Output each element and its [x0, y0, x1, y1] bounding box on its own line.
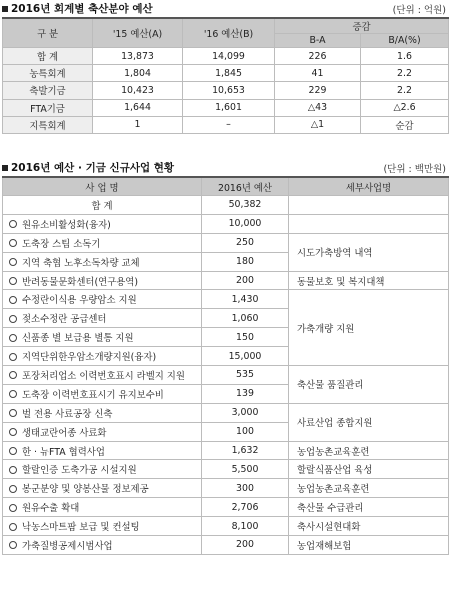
col-y16: '16 예산(B)	[183, 18, 275, 48]
project-name: 생태교란어종 사료화	[3, 422, 202, 441]
row-label: 축발기금	[3, 82, 93, 99]
project-amount: 150	[202, 328, 289, 347]
project-name: 지역단위한우암소개량지원(융자)	[3, 347, 202, 366]
square-bullet-icon	[2, 6, 8, 12]
circle-bullet-icon	[9, 296, 17, 304]
project-amount: 1,060	[202, 309, 289, 328]
col-diff: B-A	[275, 34, 361, 48]
project-name: 수정란이식용 우량암소 지원	[3, 290, 202, 309]
cell-diff: 229	[275, 82, 361, 99]
cell-a: 10,423	[93, 82, 183, 99]
table-row	[3, 517, 449, 536]
project-amount: 8,100	[202, 517, 289, 536]
table-row	[3, 65, 449, 82]
cell-ratio: 순감	[361, 116, 449, 133]
project-amount: 180	[202, 252, 289, 271]
table-row	[3, 479, 449, 498]
cell-b: 14,099	[183, 48, 275, 65]
table-row	[3, 290, 449, 309]
project-amount: 10,000	[202, 214, 289, 233]
table-row	[3, 366, 449, 385]
table-row	[3, 271, 449, 290]
circle-bullet-icon	[9, 315, 17, 323]
circle-bullet-icon	[9, 409, 17, 417]
square-bullet-icon	[2, 165, 8, 171]
table-row	[3, 214, 449, 233]
cell-b: 10,653	[183, 82, 275, 99]
circle-bullet-icon	[9, 504, 17, 512]
project-name: 할랄인증 도축가공 시설지원	[3, 460, 202, 479]
table-row	[3, 536, 449, 555]
cell-diff: △1	[275, 116, 361, 133]
circle-bullet-icon	[9, 390, 17, 398]
section1-title-text: 2016년 회계별 축산분야 예산	[11, 3, 153, 15]
table-row	[3, 233, 449, 252]
circle-bullet-icon	[9, 485, 17, 493]
total-value: 50,382	[202, 196, 289, 215]
cell-diff: 226	[275, 48, 361, 65]
project-amount: 250	[202, 233, 289, 252]
detail-cell: 사료산업 종합지원	[289, 403, 449, 441]
project-amount: 1,430	[202, 290, 289, 309]
circle-bullet-icon	[9, 258, 17, 266]
detail-cell: 축산물 수급관리	[289, 498, 449, 517]
project-name: 젖소수정란 공급센터	[3, 309, 202, 328]
detail-empty	[289, 214, 449, 233]
project-name: 원유소비활성화(융자)	[3, 214, 202, 233]
project-amount: 300	[202, 479, 289, 498]
project-name: 도축장 스팀 소독기	[3, 233, 202, 252]
total-row	[3, 196, 449, 215]
col-ratio: B/A(%)	[361, 34, 449, 48]
project-name: 가축질병공제시범사업	[3, 536, 202, 555]
detail-cell: 농업재해보험	[289, 536, 449, 555]
project-name: 반려동물문화센터(연구용역)	[3, 271, 202, 290]
col-budget: 2016년 예산	[202, 177, 289, 196]
table-row	[3, 99, 449, 116]
project-name: 도축장 이력번호표시기 유지보수비	[3, 384, 202, 403]
table-row	[3, 82, 449, 99]
section1-unit: (단위 : 억원)	[392, 5, 446, 16]
col-change: 증감	[275, 18, 449, 34]
col-detail: 세부사업명	[289, 177, 449, 196]
project-name: 한 · 뉴FTA 협력사업	[3, 441, 202, 460]
project-amount: 1,632	[202, 441, 289, 460]
circle-bullet-icon	[9, 466, 17, 474]
cell-a: 1	[93, 116, 183, 133]
cell-ratio: 2.2	[361, 82, 449, 99]
project-amount: 200	[202, 271, 289, 290]
section2-title-text: 2016년 예산 · 기금 신규사업 현황	[11, 162, 175, 174]
cell-a: 13,873	[93, 48, 183, 65]
detail-cell: 시도가축방역 내역	[289, 233, 449, 271]
row-label: FTA기금	[3, 99, 93, 116]
table-row	[3, 116, 449, 133]
circle-bullet-icon	[9, 523, 17, 531]
table-row	[3, 48, 449, 65]
row-label: 합 계	[3, 48, 93, 65]
project-amount: 139	[202, 384, 289, 403]
circle-bullet-icon	[9, 428, 17, 436]
cell-diff: △43	[275, 99, 361, 116]
cell-b: –	[183, 116, 275, 133]
detail-cell: 할랄식품산업 육성	[289, 460, 449, 479]
table-row	[3, 441, 449, 460]
cell-b: 1,601	[183, 99, 275, 116]
cell-ratio: 2.2	[361, 65, 449, 82]
cell-diff: 41	[275, 65, 361, 82]
circle-bullet-icon	[9, 353, 17, 361]
table-row	[3, 403, 449, 422]
detail-cell: 동물보호 및 복지대책	[289, 271, 449, 290]
project-name: 포장처리업소 이력번호표시 라벨지 지원	[3, 366, 202, 385]
col-gubun: 구 분	[3, 18, 93, 48]
project-name: 낙농스마트팜 보급 및 컨설팅	[3, 517, 202, 536]
detail-cell: 가축개량 지원	[289, 290, 449, 366]
project-name: 벌 전용 사료공장 신축	[3, 403, 202, 422]
project-amount: 3,000	[202, 403, 289, 422]
project-amount: 15,000	[202, 347, 289, 366]
section2-title	[2, 160, 174, 175]
cell-a: 1,644	[93, 99, 183, 116]
row-label: 농특회계	[3, 65, 93, 82]
detail-cell: 축사시설현대화	[289, 517, 449, 536]
circle-bullet-icon	[9, 447, 17, 455]
section1-title	[2, 1, 153, 16]
project-name: 원유수출 확대	[3, 498, 202, 517]
detail-cell: 농업농촌교육훈련	[289, 441, 449, 460]
circle-bullet-icon	[9, 334, 17, 342]
budget-by-account-table	[2, 17, 449, 134]
col-y15: '15 예산(A)	[93, 18, 183, 48]
circle-bullet-icon	[9, 239, 17, 247]
total-detail-empty	[289, 196, 449, 215]
project-name: 봉군분양 및 양봉산물 정보제공	[3, 479, 202, 498]
circle-bullet-icon	[9, 220, 17, 228]
project-name: 신품종 별 보급용 별통 지원	[3, 328, 202, 347]
project-amount: 5,500	[202, 460, 289, 479]
table-row	[3, 498, 449, 517]
col-name: 사 업 명	[3, 177, 202, 196]
project-amount: 535	[202, 366, 289, 385]
project-amount: 200	[202, 536, 289, 555]
circle-bullet-icon	[9, 541, 17, 549]
circle-bullet-icon	[9, 371, 17, 379]
project-name: 지역 축협 노후소독차량 교체	[3, 252, 202, 271]
project-amount: 2,706	[202, 498, 289, 517]
new-projects-table	[2, 176, 449, 555]
total-label: 합 계	[3, 196, 202, 215]
cell-ratio: 1.6	[361, 48, 449, 65]
circle-bullet-icon	[9, 277, 17, 285]
detail-cell: 농업농촌교육훈련	[289, 479, 449, 498]
project-amount: 100	[202, 422, 289, 441]
cell-b: 1,845	[183, 65, 275, 82]
detail-cell: 축산물 품질관리	[289, 366, 449, 404]
table-row	[3, 460, 449, 479]
section2-unit: (단위 : 백만원)	[383, 164, 446, 175]
row-label: 지특회계	[3, 116, 93, 133]
cell-ratio: △2.6	[361, 99, 449, 116]
cell-a: 1,804	[93, 65, 183, 82]
